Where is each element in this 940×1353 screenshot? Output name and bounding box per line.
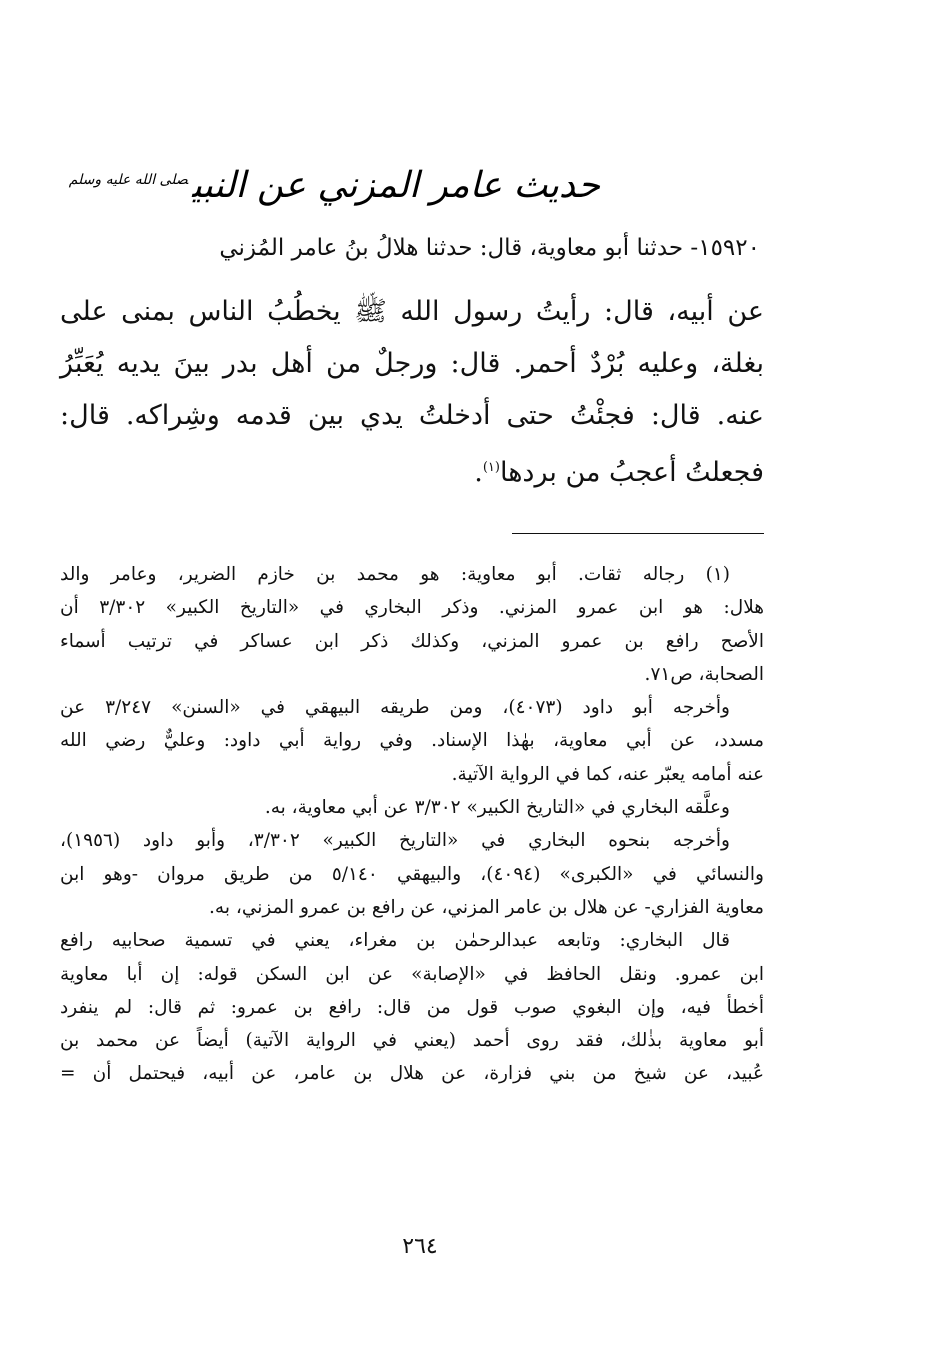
matn-line: عنه. قال: فجئْتُ حتى أدخلتُ يدي بين قدمه وشِراكه. قال: (60, 400, 764, 431)
honorific-ligature: صلى الله عليه وسلم (68, 172, 188, 188)
footnote-separator (512, 533, 764, 534)
footnote-line: والنسائي في «الكبرى» (٤٠٩٤)، والبيهقي ٥/١٤٠ من طريق مروان -وهو ابن (60, 863, 764, 885)
chapter-title (68, 150, 600, 216)
footnote-line: ابن عمرو. ونقل الحافظ في «الإصابة» عن ابن السكن قوله: إن أبا معاوية (60, 963, 764, 985)
footnote-line: وأخرجه بنحوه البخاري في «التاريخ الكبير» ٣/٣٠٢، وأبو داود (١٩٥٦)، (60, 830, 730, 852)
page-number: ٢٦٤ (402, 1234, 438, 1259)
footnote-paragraph (60, 924, 764, 1090)
footnote-line: أخطأ فيه، وإن البغوي صوب قول من قال: رافع بن عمرو: ثم قال: لم ينفرد (60, 996, 764, 1018)
footnote-paragraph (60, 558, 764, 691)
footnote-line: (١) رجاله ثقات. أبو معاوية: هو محمد بن خازم الضرير، وعامر والد (60, 564, 730, 585)
footnote-line: عُبيد، عن شيخ من بني فزارة، عن هلال بن عامر، عن أبيه، فيحتمل أن = (60, 1063, 764, 1085)
footnote-line: الأصح رافع بن عمرو المزني، وكذلك ذكر ابن عساكر في ترتيب أسماء (60, 630, 764, 652)
footnote-line: مسدد، عن أبي معاوية، بهٰذا الإسناد. وفي رواية أبي داود: وعليٌّ رضي الله (60, 730, 764, 752)
footnote-line: وأخرجه أبو داود (٤٠٧٣)، ومن طريقه البيهقي في «السنن» ٣/٢٤٧ عن (60, 697, 730, 719)
hadith-matn (60, 286, 764, 499)
footnotes (60, 558, 764, 1091)
footnote-marker: (١) (482, 460, 500, 475)
chapter-title-text: حديث عامر المزني عن النبي (191, 165, 600, 206)
footnote-line: قال البخاري: وتابعه عبدالرحمٰن بن مغراء، يعني في تسمية صحابيه رافع (60, 930, 730, 952)
footnote-paragraph (60, 791, 764, 824)
matn-end-punctuation: . (474, 457, 483, 488)
footnote-line: عنه أمامه يعبّر عنه، كما في الرواية الآتية. (451, 763, 764, 785)
footnote-paragraph (60, 691, 764, 791)
footnote-line: الصحابة، ص٧١. (644, 663, 764, 685)
hadith-isnad: ١٥٩٢٠- حدثنا أبو معاوية، قال: حدثنا هلالُ بنُ عامر المُزني (219, 235, 760, 261)
footnote-line: أبو معاوية بذٰلك، فقد روى أحمد (يعني في الرواية الآتية) أيضاً عن محمد بن (60, 1030, 764, 1052)
matn-line-text: فجعلتُ أعجبُ من بردها (499, 457, 764, 488)
footnote-paragraph (60, 824, 764, 924)
footnote-line: هلال: هو ابن عمرو المزني. وذكر البخاري في «التاريخ الكبير» ٣/٣٠٢ أن (60, 597, 765, 619)
matn-line-last (60, 442, 764, 499)
footnote-line: وعلَّقه البخاري في «التاريخ الكبير» ٣/٣٠٢ عن أبي معاوية، به. (264, 797, 730, 819)
footnote-line: معاوية الفزاري- عن هلال بن عامر المزني، عن رافع بن عمرو المزني، به. (209, 896, 764, 918)
matn-line: عن أبيه، قال: رأيتُ رسول الله ﷺ يخطُبُ الناس بمنى على (60, 296, 764, 327)
matn-line: بغلة، وعليه بُرْدٌ أحمر. قال: ورجلٌ من أهل بدر بينَ يديه يُعَبِّرُ (60, 348, 764, 379)
